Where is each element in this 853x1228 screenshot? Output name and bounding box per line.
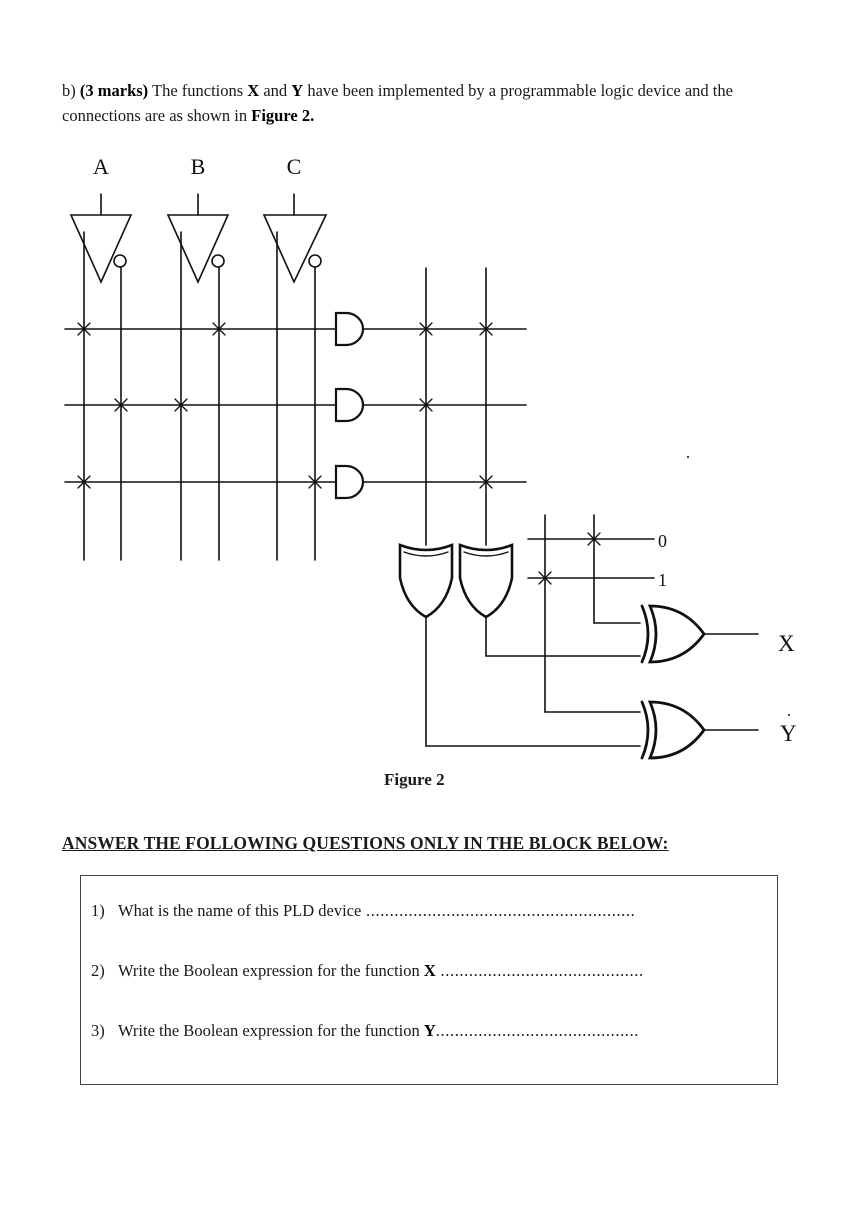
answer-line-1[interactable]: ......................................................... [361,901,636,920]
intro-var-x: X [247,81,260,100]
product-lines [65,329,336,482]
input-label-a: A [93,154,109,179]
or-gates [400,545,512,617]
intro-text-3: have been implemented by a programmable logic device and the connections are as shown in [62,81,733,125]
answer-heading: ANSWER THE FOLLOWING QUESTIONS ONLY IN THE BLOCK BELOW: [62,833,669,853]
question-bold: X [423,961,436,980]
xor-gate-y [642,702,704,758]
part-label: b) [62,81,76,100]
input-buffer-a [71,194,131,282]
xor-gate-x [642,606,704,662]
output-label-x: X [778,631,795,656]
question-text: Write the Boolean expression for the function [118,1021,420,1040]
question-2 [91,961,644,981]
and-gates [336,313,363,498]
constant-1-label: 1 [658,570,667,590]
question-number: 2) [91,961,105,980]
question-text: Write the Boolean expression for the function [118,961,420,980]
question-1 [91,901,635,921]
constant-inputs [528,515,654,712]
constant-0-label: 0 [658,531,667,551]
input-label-b: B [190,154,206,179]
question-number: 3) [91,1021,105,1040]
figure-reference: Figure 2. [251,106,315,125]
marks-label: (3 marks) [79,81,149,100]
input-label-c: C [286,154,302,179]
question-number: 1) [91,901,105,920]
answer-block [80,875,778,1085]
intro-text-2: and [263,81,288,100]
question-bold: Y [423,1021,436,1040]
answer-line-2[interactable]: ........................................... [435,961,644,980]
fuse-connections [78,323,600,584]
intro-var-y: Y [291,81,304,100]
figure-caption: Figure 2 [384,770,445,789]
input-columns [84,232,315,560]
input-buffer-c [264,194,326,282]
output-label-y: Y [780,721,797,746]
intro-text-1: The functions [151,81,244,100]
answer-line-3[interactable]: ........................................... [435,1021,639,1040]
question-3 [91,1021,639,1041]
question-text: What is the name of this PLD device [118,901,362,920]
